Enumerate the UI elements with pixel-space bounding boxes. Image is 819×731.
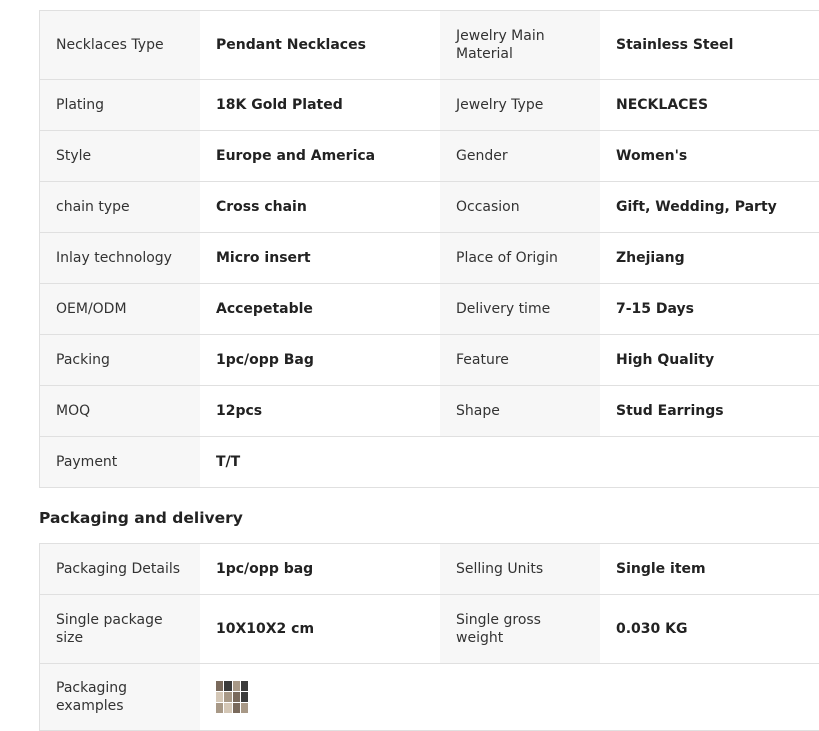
attr-key: Jewelry Type [440,80,600,130]
attr-key: Gender [440,131,600,181]
attr-value: 0.030 KG [600,595,819,663]
attr-value: Europe and America [200,131,440,181]
attr-key: Necklaces Type [40,11,200,79]
attr-key: chain type [40,182,200,232]
table-row [40,335,819,386]
attr-value: T/T [200,437,440,487]
attr-key: OEM/ODM [40,284,200,334]
table-row [40,11,819,80]
table-row [40,595,819,664]
table-row [40,544,819,595]
packaging-table [39,543,819,731]
attr-value: Accepetable [200,284,440,334]
attr-key: MOQ [40,386,200,436]
attr-key: Packaging Details [40,544,200,594]
attr-key: Selling Units [440,544,600,594]
attr-value: Gift, Wedding, Party [600,182,819,232]
attr-key: Packing [40,335,200,385]
attr-key: Jewelry Main Material [440,11,600,79]
attr-key: Feature [440,335,600,385]
table-row [40,386,819,437]
attr-key: Plating [40,80,200,130]
empty-cell [440,664,819,730]
attr-value: Stainless Steel [600,11,819,79]
attr-value: 1pc/opp Bag [200,335,440,385]
table-row [40,233,819,284]
attr-key: Delivery time [440,284,600,334]
attr-value: Women's [600,131,819,181]
attr-value: Stud Earrings [600,386,819,436]
attr-key: Occasion [440,182,600,232]
table-row [40,182,819,233]
table-row [40,80,819,131]
attr-value: NECKLACES [600,80,819,130]
attr-key: Single gross weight [440,595,600,663]
table-row [40,284,819,335]
attr-value: Pendant Necklaces [200,11,440,79]
attr-key: Style [40,131,200,181]
attr-value: 12pcs [200,386,440,436]
packaging-example-thumbnail[interactable] [216,681,248,713]
attr-value: Micro insert [200,233,440,283]
attr-value: Cross chain [200,182,440,232]
attr-key: Payment [40,437,200,487]
section-title: Packaging and delivery [39,509,243,527]
empty-cell [440,437,819,487]
attr-key: Inlay technology [40,233,200,283]
attr-value: 7-15 Days [600,284,819,334]
attr-value: 10X10X2 cm [200,595,440,663]
packaging-example-cell [200,664,440,730]
attr-value: 1pc/opp bag [200,544,440,594]
attr-key: Packaging examples [40,664,200,730]
attr-key: Place of Origin [440,233,600,283]
attr-value: 18K Gold Plated [200,80,440,130]
attr-value: Single item [600,544,819,594]
attr-value: Zhejiang [600,233,819,283]
attributes-table [39,10,819,488]
table-row [40,131,819,182]
table-row [40,437,819,488]
attr-key: Single package size [40,595,200,663]
table-row [40,664,819,731]
attr-key: Shape [440,386,600,436]
attr-value: High Quality [600,335,819,385]
